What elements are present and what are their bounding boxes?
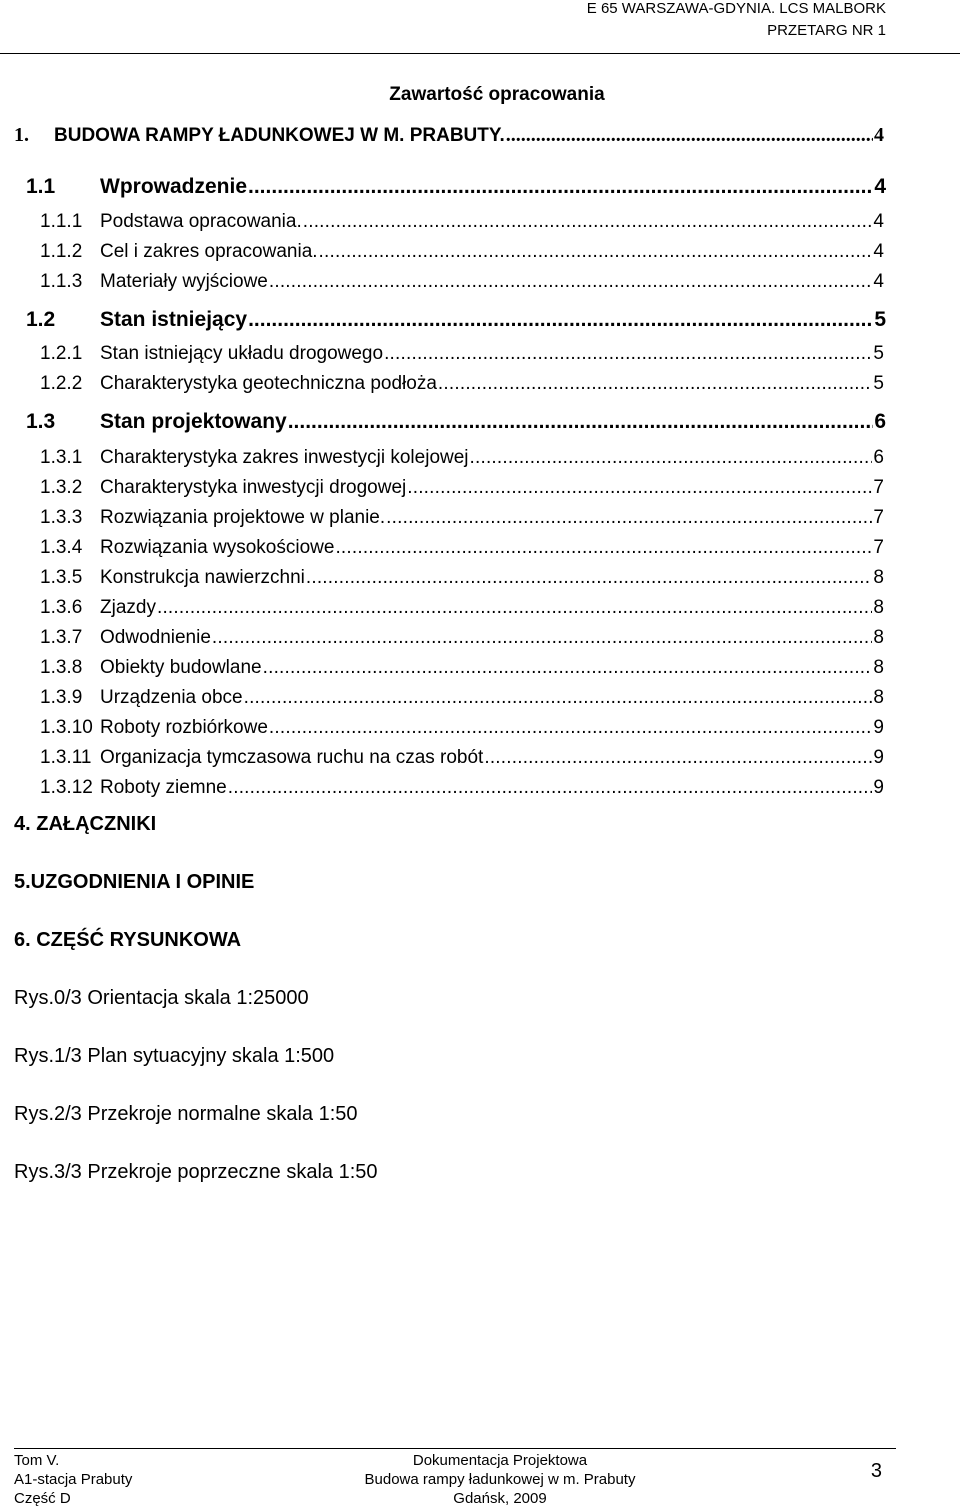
toc-label: Stan istniejący układu drogowego <box>100 343 384 364</box>
toc-page: 9 <box>873 717 884 738</box>
toc-page: 6 <box>873 447 884 468</box>
toc-page: 8 <box>873 627 884 648</box>
toc-label: Roboty ziemne <box>100 777 227 798</box>
toc-entry[interactable] <box>40 241 884 263</box>
toc-leader <box>248 308 873 332</box>
drawing-item: Rys.0/3 Orientacja skala 1:25000 <box>14 987 309 1009</box>
toc-label: Materiały wyjściowe <box>100 271 268 292</box>
toc-number: 1.2.1 <box>40 343 83 364</box>
toc-leader <box>212 627 873 649</box>
toc-page: 4 <box>874 175 886 198</box>
toc-entry[interactable] <box>26 308 886 332</box>
toc-label: Roboty rozbiórkowe <box>100 717 268 738</box>
section-heading-attachments: 4. ZAŁĄCZNIKI <box>14 813 157 835</box>
toc-number: 1.3.7 <box>40 627 83 648</box>
toc-entry[interactable] <box>40 597 884 619</box>
toc-page: 8 <box>873 687 884 708</box>
toc-entry[interactable] <box>26 410 886 434</box>
toc-label: Urządzenia obce <box>100 687 243 708</box>
toc-entry[interactable] <box>40 447 884 469</box>
toc-number: 1.3.4 <box>40 537 83 558</box>
toc-entry[interactable] <box>40 657 884 679</box>
toc-number: 1.2.2 <box>40 373 83 394</box>
toc-leader <box>386 507 872 529</box>
toc-label: Odwodnienie <box>100 627 211 648</box>
toc-label: BUDOWA RAMPY ŁADUNKOWEJ W M. PRABUTY. <box>54 125 505 146</box>
toc-number: 1.3.12 <box>40 777 93 798</box>
toc-leader <box>484 747 872 769</box>
toc-page: 4 <box>873 241 884 262</box>
toc-leader <box>228 777 873 799</box>
toc-leader <box>306 567 873 589</box>
toc-label: Obiekty budowlane <box>100 657 262 678</box>
toc-label: Podstawa opracowania. <box>100 211 302 232</box>
footer-project-name: Budowa rampy ładunkowej w m. Prabuty <box>364 1471 636 1488</box>
toc-entry[interactable] <box>40 717 884 739</box>
footer-doc-type: Dokumentacja Projektowa <box>412 1452 588 1469</box>
page-number: 3 <box>870 1460 882 1482</box>
toc-entry[interactable] <box>40 777 884 799</box>
toc-label: Charakterystyka inwestycji drogowej <box>100 477 407 498</box>
toc-page: 7 <box>873 537 884 558</box>
footer-part: Część D <box>14 1490 71 1507</box>
toc-page: 5 <box>873 373 884 394</box>
toc-page: 4 <box>874 124 884 146</box>
drawing-item: Rys.1/3 Plan sytuacyjny skala 1:500 <box>14 1045 335 1067</box>
footer-volume: Tom V. <box>14 1452 60 1469</box>
toc-number: 1.1.3 <box>40 271 83 292</box>
toc-entry[interactable] <box>14 124 884 147</box>
drawing-item: Rys.3/3 Przekroje poprzeczne skala 1:50 <box>14 1161 378 1183</box>
toc-number: 1. <box>14 124 29 146</box>
toc-label: Rozwiązania wysokościowe <box>100 537 335 558</box>
toc-entry[interactable] <box>40 687 884 709</box>
toc-leader <box>269 717 873 739</box>
toc-page: 7 <box>873 507 884 528</box>
toc-label: Zjazdy <box>100 597 156 618</box>
toc-page: 9 <box>873 777 884 798</box>
toc-page: 5 <box>874 308 886 331</box>
toc-page: 4 <box>873 271 884 292</box>
toc-label: Konstrukcja nawierzchni <box>100 567 305 588</box>
toc-number: 1.3.3 <box>40 507 83 528</box>
toc-entry[interactable] <box>40 567 884 589</box>
footer-divider <box>14 1448 896 1449</box>
toc-number: 1.3.8 <box>40 657 83 678</box>
toc-page: 8 <box>873 657 884 678</box>
toc-title: Zawartość opracowania <box>389 84 605 105</box>
toc-entry[interactable] <box>40 211 884 233</box>
footer-left <box>14 1451 132 1508</box>
toc-number: 1.3 <box>26 410 56 433</box>
section-heading-drawings: 6. CZĘŚĆ RYSUNKOWA <box>14 929 242 951</box>
header-divider <box>0 53 960 54</box>
toc-number: 1.3.9 <box>40 687 83 708</box>
section-heading-approvals: 5.UZGODNIENIA I OPINIE <box>14 871 255 893</box>
toc-leader <box>506 124 873 147</box>
toc-label: Organizacja tymczasowa ruchu na czas robót <box>100 747 484 768</box>
toc-number: 1.2 <box>26 308 56 331</box>
toc-entry[interactable] <box>40 747 884 769</box>
toc-page: 9 <box>873 747 884 768</box>
toc-leader <box>248 175 873 199</box>
toc-number: 1.3.1 <box>40 447 83 468</box>
toc-entry[interactable] <box>40 477 884 499</box>
toc-label: Rozwiązania projektowe w planie. <box>100 507 386 528</box>
drawing-item: Rys.2/3 Przekroje normalne skala 1:50 <box>14 1103 358 1125</box>
footer-center <box>300 1451 700 1508</box>
toc-page: 7 <box>873 477 884 498</box>
footer-place-date: Gdańsk, 2009 <box>453 1490 547 1507</box>
toc-entry[interactable] <box>40 343 884 365</box>
toc-page: 5 <box>873 343 884 364</box>
toc-leader <box>384 343 872 365</box>
toc-leader <box>244 687 873 709</box>
toc-leader <box>269 271 873 293</box>
toc-label: Stan projektowany <box>100 410 287 433</box>
toc-label: Charakterystyka zakres inwestycji kolejowej <box>100 447 469 468</box>
toc-leader <box>303 211 873 233</box>
toc-leader <box>407 477 872 499</box>
toc-label: Charakterystyka geotechniczna podłoża <box>100 373 437 394</box>
toc-entry[interactable] <box>40 271 884 293</box>
toc-entry[interactable] <box>40 537 884 559</box>
toc-number: 1.1.1 <box>40 211 83 232</box>
toc-number: 1.3.11 <box>40 747 92 768</box>
toc-leader <box>263 657 873 679</box>
toc-page: 4 <box>873 211 884 232</box>
toc-number: 1.3.10 <box>40 717 93 738</box>
toc-leader <box>438 373 873 395</box>
toc-entry[interactable] <box>40 373 884 395</box>
toc-page: 8 <box>873 597 884 618</box>
toc-leader <box>319 241 873 263</box>
toc-page: 8 <box>873 567 884 588</box>
header-tender: PRZETARG NR 1 <box>767 22 886 39</box>
toc-entry[interactable] <box>26 175 886 199</box>
toc-leader <box>157 597 872 619</box>
toc-entry[interactable] <box>40 627 884 649</box>
toc-number: 1.3.6 <box>40 597 83 618</box>
footer-station: A1-stacja Prabuty <box>14 1471 133 1488</box>
toc-page: 6 <box>874 410 886 433</box>
toc-number: 1.1.2 <box>40 241 83 262</box>
toc-number: 1.1 <box>26 175 56 198</box>
toc-entry[interactable] <box>40 507 884 529</box>
toc-number: 1.3.2 <box>40 477 83 498</box>
toc-label: Wprowadzenie <box>100 175 248 198</box>
toc-leader <box>335 537 872 559</box>
toc-number: 1.3.5 <box>40 567 83 588</box>
toc-leader <box>470 447 873 469</box>
toc-leader <box>288 410 874 434</box>
toc-label: Cel i zakres opracowania. <box>100 241 318 262</box>
header-project: E 65 WARSZAWA-GDYNIA. LCS MALBORK <box>586 0 886 17</box>
toc-label: Stan istniejący <box>100 308 248 331</box>
